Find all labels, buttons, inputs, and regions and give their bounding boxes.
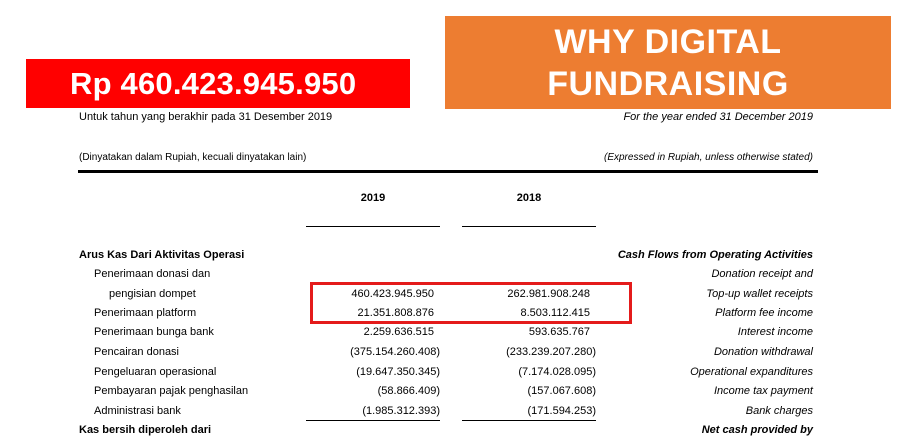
row-value-2018: 262.981.908.248: [507, 288, 590, 300]
row-value-2018: (7.174.028.095): [518, 366, 596, 378]
row-label-id: Pencairan donasi: [94, 346, 180, 358]
row-value-2019: (58.866.409): [377, 385, 440, 397]
period-label-en: For the year ended 31 December 2019: [623, 111, 813, 123]
row-label-id: Pembayaran pajak penghasilan: [94, 385, 249, 397]
highlight-box: [310, 282, 632, 324]
column-rule-2018: [462, 226, 596, 227]
row-label-en: Operational expanditures: [690, 366, 813, 378]
row-value-2018: (171.594.253): [527, 405, 596, 417]
period-label-id: Untuk tahun yang berakhir pada 31 Desember 2019: [79, 111, 333, 123]
column-header-2019: 2019: [360, 192, 386, 204]
subtotal-rule-2018: [462, 420, 596, 421]
row-label-en: Income tax payment: [713, 385, 813, 397]
column-rule-2019: [306, 226, 440, 227]
row-label-en: Top-up wallet receipts: [706, 288, 813, 300]
footer-label-id: Kas bersih diperoleh dari: [79, 424, 212, 436]
section-title-en: Cash Flows from Operating Activities: [617, 249, 813, 261]
row-label-en: Platform fee income: [715, 307, 813, 319]
row-label-en: Donation withdrawal: [713, 346, 813, 358]
row-value-2019: 21.351.808.876: [357, 307, 434, 319]
row-value-2019: (375.154.260.408): [350, 346, 440, 358]
row-value-2019: (1.985.312.393): [362, 405, 440, 417]
row-value-2018: 593.635.767: [528, 326, 590, 338]
row-value-2019: 2.259.636.515: [363, 326, 434, 338]
row-value-2018: (157.067.608): [527, 385, 596, 397]
row-label-id: pengisian dompet: [109, 288, 196, 300]
footer-label-en: Net cash provided by: [701, 424, 813, 436]
row-value-2019: 460.423.945.950: [351, 288, 434, 300]
section-title-id: Arus Kas Dari Aktivitas Operasi: [79, 249, 245, 261]
row-label-id: Administrasi bank: [94, 405, 181, 417]
amount-banner: [26, 59, 410, 108]
expressed-note-id: (Dinyatakan dalam Rupiah, kecuali dinyatakan lain): [79, 152, 307, 163]
subtotal-rule-2019: [306, 420, 440, 421]
row-label-en: Bank charges: [745, 405, 813, 417]
title-banner-line2: FUNDRAISING: [547, 64, 789, 103]
row-value-2018: 8.503.112.415: [520, 307, 590, 319]
amount-banner-text: Rp 460.423.945.950: [70, 65, 357, 101]
row-label-en: Donation receipt and: [711, 268, 813, 280]
expressed-note-en: (Expressed in Rupiah, unless otherwise stated): [604, 152, 813, 163]
row-value-2018: (233.239.207.280): [506, 346, 596, 358]
header-thick-rule: [78, 170, 818, 173]
column-header-2018: 2018: [516, 192, 542, 204]
row-label-id: Penerimaan platform: [94, 307, 197, 319]
row-label-id: Pengeluaran operasional: [94, 366, 217, 378]
row-value-2019: (19.647.350.345): [356, 366, 440, 378]
title-banner: [445, 16, 891, 109]
row-label-id: Penerimaan bunga bank: [94, 326, 214, 338]
title-banner-line1: WHY DIGITAL: [554, 22, 782, 61]
row-label-en: Interest income: [737, 326, 813, 338]
row-label-id: Penerimaan donasi dan: [94, 268, 211, 280]
